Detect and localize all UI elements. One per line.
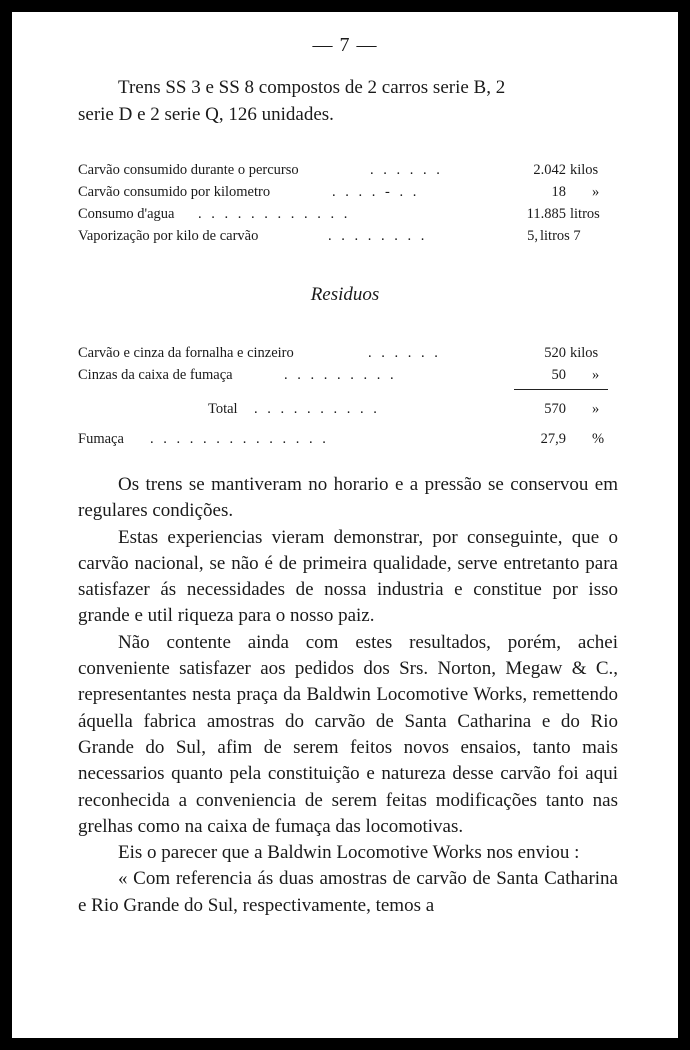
paragraph: Eis o parecer que a Baldwin Locomotive Works nos enviou :	[118, 842, 580, 864]
smoke-value: 27,9	[540, 431, 566, 447]
heading-line-1: Trens SS 3 e SS 8 compostos de 2 carros serie B, 2	[118, 77, 506, 98]
heading-line-2: serie D e 2 serie Q, 126 unidades.	[78, 104, 334, 125]
body-text	[78, 472, 618, 919]
train-composition-heading	[78, 74, 618, 128]
row-leader-dots: . . . . . . . .	[328, 228, 428, 244]
page-number: — 7 —	[312, 34, 378, 56]
consumption-row	[78, 159, 618, 181]
document-page	[12, 12, 678, 1038]
consumption-row	[78, 181, 618, 203]
row-unit: kilos	[570, 162, 599, 178]
row-unit: »	[592, 401, 600, 417]
row-unit: %	[592, 431, 605, 447]
smoke-row	[78, 428, 618, 450]
row-leader-dots: . . . . . . . . .	[284, 367, 397, 383]
row-leader-dots: . . . . . .	[370, 162, 443, 178]
row-value: 11.885	[526, 206, 566, 222]
total-rule	[514, 389, 608, 390]
row-unit: kilos	[570, 345, 599, 361]
total-label: Total	[208, 401, 238, 417]
row-label: Vaporização por kilo de carvão	[78, 228, 259, 244]
paragraph: Estas experiencias vieram demonstrar, por conseguinte, que o carvão nacional, se não é de primeira qualidade, serve entretanto para satisfazer ás necessidades de nossa industria e constitue por isso grande e util riqueza para o nosso paiz.	[78, 526, 618, 627]
row-value: 520	[544, 345, 566, 361]
residues-title: Residuos	[310, 284, 380, 305]
row-leader-dots: . . . . . . . . . .	[254, 401, 380, 417]
row-label: Carvão consumido por kilometro	[78, 184, 271, 200]
row-unit: »	[592, 367, 600, 383]
smoke-label: Fumaça	[78, 431, 124, 447]
row-label: Consumo d'agua	[78, 206, 175, 222]
row-unit: litros	[570, 206, 600, 222]
residue-row	[78, 342, 618, 364]
paragraph: « Com referencia ás duas amostras de carvão de Santa Catharina e Rio Grande do Sul, respectivamente, temos a	[78, 868, 618, 916]
paragraph: Os trens se mantiveram no horario e a pressão se conservou em regulares condições.	[78, 474, 618, 522]
row-value: 18	[551, 184, 566, 200]
row-leader-dots: . . . . . .	[368, 345, 441, 361]
row-label: Carvão consumido durante o percurso	[78, 162, 299, 178]
row-label: Carvão e cinza da fornalha e cinzeiro	[78, 345, 294, 361]
consumption-row	[78, 203, 618, 225]
row-leader-dots: . . . . - . .	[332, 184, 420, 200]
consumption-row	[78, 225, 618, 247]
row-leader-dots: . . . . . . . . . . . . . .	[150, 431, 329, 447]
total-value: 570	[544, 401, 566, 417]
row-unit: litros 7	[540, 228, 581, 244]
row-value: 50	[551, 367, 566, 383]
row-leader-dots: . . . . . . . . . . . .	[198, 206, 351, 222]
residue-row	[78, 364, 618, 386]
row-label: Cinzas da caixa de fumaça	[78, 367, 233, 383]
paragraph: Não contente ainda com estes resultados, porém, achei conveniente satisfazer aos pedidos dos Srs. Norton, Megaw & C., representantes nesta praça da Baldwin Locomotive Works, remettendo áquella fabrica amostras do carvão de Santa Catharina e do Rio Grande do Sul, afim de serem feitos novos ensaios, tanto mais necessarios quanto pela constituição e natureza desse carvão foi aqui reconhecida a conveniencia de serem feitas modificações tanto nas grelhas como na caixa de fumaça das locomotivas.	[78, 631, 618, 837]
row-value: 5,	[527, 228, 538, 244]
row-value: 2.042	[533, 162, 566, 178]
total-row	[78, 398, 618, 420]
row-unit: »	[592, 184, 600, 200]
